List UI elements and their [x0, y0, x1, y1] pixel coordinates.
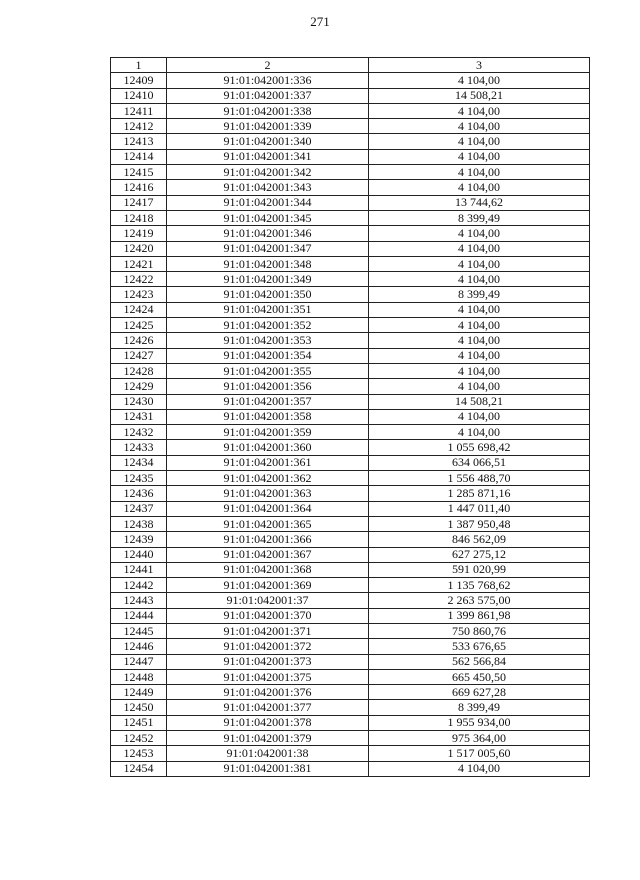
cadastral-number-cell: 91:01:042001:360 — [167, 440, 369, 455]
row-number-cell: 12450 — [111, 700, 167, 715]
value-cell: 627 275,12 — [369, 547, 590, 562]
row-number-cell: 12427 — [111, 348, 167, 363]
row-number-cell: 12421 — [111, 256, 167, 271]
table-row — [111, 516, 590, 531]
value-cell: 1 955 934,00 — [369, 715, 590, 730]
value-cell: 14 508,21 — [369, 88, 590, 103]
row-number-cell: 12412 — [111, 119, 167, 134]
table-row — [111, 425, 590, 440]
value-cell: 591 020,99 — [369, 562, 590, 577]
row-number-cell: 12454 — [111, 761, 167, 776]
row-number-cell: 12434 — [111, 455, 167, 470]
table-row — [111, 562, 590, 577]
value-cell: 1 556 488,70 — [369, 471, 590, 486]
cadastral-number-cell: 91:01:042001:373 — [167, 654, 369, 669]
value-cell: 13 744,62 — [369, 195, 590, 210]
table-row — [111, 302, 590, 317]
row-number-cell: 12443 — [111, 593, 167, 608]
cadastral-number-cell: 91:01:042001:346 — [167, 226, 369, 241]
table-row — [111, 256, 590, 271]
cadastral-number-cell: 91:01:042001:342 — [167, 165, 369, 180]
value-cell: 8 399,49 — [369, 210, 590, 225]
table-body — [111, 73, 590, 777]
value-cell: 4 104,00 — [369, 73, 590, 88]
table-row — [111, 501, 590, 516]
row-number-cell: 12425 — [111, 318, 167, 333]
table-row — [111, 654, 590, 669]
cadastral-number-cell: 91:01:042001:371 — [167, 623, 369, 638]
row-number-cell: 12420 — [111, 241, 167, 256]
row-number-cell: 12442 — [111, 578, 167, 593]
value-cell: 4 104,00 — [369, 348, 590, 363]
row-number-cell: 12429 — [111, 379, 167, 394]
table-row — [111, 409, 590, 424]
value-cell: 4 104,00 — [369, 226, 590, 241]
row-number-cell: 12439 — [111, 532, 167, 547]
table-row — [111, 394, 590, 409]
value-cell: 8 399,49 — [369, 700, 590, 715]
cadastral-number-cell: 91:01:042001:345 — [167, 210, 369, 225]
table-row — [111, 241, 590, 256]
table-row — [111, 119, 590, 134]
value-cell: 4 104,00 — [369, 302, 590, 317]
row-number-cell: 12447 — [111, 654, 167, 669]
row-number-cell: 12419 — [111, 226, 167, 241]
value-cell: 1 399 861,98 — [369, 608, 590, 623]
table-row — [111, 608, 590, 623]
row-number-cell: 12426 — [111, 333, 167, 348]
cadastral-number-cell: 91:01:042001:367 — [167, 547, 369, 562]
value-cell: 4 104,00 — [369, 379, 590, 394]
table-row — [111, 623, 590, 638]
row-number-cell: 12430 — [111, 394, 167, 409]
row-number-cell: 12435 — [111, 471, 167, 486]
row-number-cell: 12440 — [111, 547, 167, 562]
table-row — [111, 593, 590, 608]
value-cell: 4 104,00 — [369, 119, 590, 134]
table-row — [111, 287, 590, 302]
cadastral-number-cell: 91:01:042001:356 — [167, 379, 369, 394]
value-cell: 533 676,65 — [369, 639, 590, 654]
table-row — [111, 210, 590, 225]
table-row — [111, 486, 590, 501]
cadastral-value-table — [110, 57, 590, 777]
cadastral-number-cell: 91:01:042001:366 — [167, 532, 369, 547]
value-cell: 4 104,00 — [369, 409, 590, 424]
cadastral-number-cell: 91:01:042001:368 — [167, 562, 369, 577]
cadastral-number-cell: 91:01:042001:348 — [167, 256, 369, 271]
cadastral-number-cell: 91:01:042001:364 — [167, 501, 369, 516]
cadastral-number-cell: 91:01:042001:337 — [167, 88, 369, 103]
row-number-cell: 12446 — [111, 639, 167, 654]
value-cell: 634 066,51 — [369, 455, 590, 470]
value-cell: 4 104,00 — [369, 425, 590, 440]
cadastral-number-cell: 91:01:042001:341 — [167, 149, 369, 164]
table-row — [111, 318, 590, 333]
cadastral-number-cell: 91:01:042001:370 — [167, 608, 369, 623]
value-cell: 562 566,84 — [369, 654, 590, 669]
table-row — [111, 685, 590, 700]
value-cell: 665 450,50 — [369, 669, 590, 684]
row-number-cell: 12413 — [111, 134, 167, 149]
value-cell: 4 104,00 — [369, 241, 590, 256]
cadastral-number-cell: 91:01:042001:376 — [167, 685, 369, 700]
table-row — [111, 226, 590, 241]
table-row — [111, 715, 590, 730]
table-row — [111, 103, 590, 118]
value-cell: 4 104,00 — [369, 165, 590, 180]
cadastral-number-cell: 91:01:042001:372 — [167, 639, 369, 654]
value-cell: 2 263 575,00 — [369, 593, 590, 608]
value-cell: 4 104,00 — [369, 333, 590, 348]
row-number-cell: 12445 — [111, 623, 167, 638]
column-header-3: 3 — [369, 58, 590, 73]
table-row — [111, 731, 590, 746]
table-row — [111, 578, 590, 593]
column-header-2: 2 — [167, 58, 369, 73]
table-row — [111, 88, 590, 103]
value-cell: 4 104,00 — [369, 134, 590, 149]
row-number-cell: 12424 — [111, 302, 167, 317]
table-row — [111, 195, 590, 210]
row-number-cell: 12417 — [111, 195, 167, 210]
cadastral-number-cell: 91:01:042001:362 — [167, 471, 369, 486]
cadastral-number-cell: 91:01:042001:379 — [167, 731, 369, 746]
row-number-cell: 12428 — [111, 363, 167, 378]
row-number-cell: 12431 — [111, 409, 167, 424]
table-header-row — [111, 58, 590, 73]
cadastral-number-cell: 91:01:042001:349 — [167, 272, 369, 287]
value-cell: 4 104,00 — [369, 149, 590, 164]
cadastral-number-cell: 91:01:042001:381 — [167, 761, 369, 776]
cadastral-number-cell: 91:01:042001:354 — [167, 348, 369, 363]
table-row — [111, 532, 590, 547]
cadastral-number-cell: 91:01:042001:365 — [167, 516, 369, 531]
cadastral-number-cell: 91:01:042001:338 — [167, 103, 369, 118]
cadastral-number-cell: 91:01:042001:37 — [167, 593, 369, 608]
row-number-cell: 12438 — [111, 516, 167, 531]
cadastral-number-cell: 91:01:042001:375 — [167, 669, 369, 684]
row-number-cell: 12432 — [111, 425, 167, 440]
page-number: 271 — [310, 14, 330, 29]
cadastral-number-cell: 91:01:042001:352 — [167, 318, 369, 333]
cadastral-number-cell: 91:01:042001:351 — [167, 302, 369, 317]
value-cell: 4 104,00 — [369, 318, 590, 333]
value-cell: 4 104,00 — [369, 180, 590, 195]
table-row — [111, 700, 590, 715]
table-row — [111, 471, 590, 486]
cadastral-number-cell: 91:01:042001:350 — [167, 287, 369, 302]
row-number-cell: 12418 — [111, 210, 167, 225]
cadastral-number-cell: 91:01:042001:358 — [167, 409, 369, 424]
table-row — [111, 134, 590, 149]
row-number-cell: 12423 — [111, 287, 167, 302]
value-cell: 1 517 005,60 — [369, 746, 590, 761]
value-cell: 8 399,49 — [369, 287, 590, 302]
row-number-cell: 12448 — [111, 669, 167, 684]
row-number-cell: 12415 — [111, 165, 167, 180]
row-number-cell: 12433 — [111, 440, 167, 455]
row-number-cell: 12436 — [111, 486, 167, 501]
cadastral-number-cell: 91:01:042001:353 — [167, 333, 369, 348]
cadastral-number-cell: 91:01:042001:378 — [167, 715, 369, 730]
cadastral-number-cell: 91:01:042001:38 — [167, 746, 369, 761]
row-number-cell: 12414 — [111, 149, 167, 164]
table-row — [111, 669, 590, 684]
value-cell: 14 508,21 — [369, 394, 590, 409]
table-row — [111, 746, 590, 761]
table-row — [111, 379, 590, 394]
value-cell: 846 562,09 — [369, 532, 590, 547]
table-row — [111, 761, 590, 776]
table-row — [111, 440, 590, 455]
cadastral-number-cell: 91:01:042001:340 — [167, 134, 369, 149]
table-row — [111, 333, 590, 348]
row-number-cell: 12422 — [111, 272, 167, 287]
value-cell: 750 860,76 — [369, 623, 590, 638]
value-cell: 1 387 950,48 — [369, 516, 590, 531]
value-cell: 4 104,00 — [369, 272, 590, 287]
table-row — [111, 455, 590, 470]
cadastral-number-cell: 91:01:042001:359 — [167, 425, 369, 440]
value-cell: 669 627,28 — [369, 685, 590, 700]
cadastral-number-cell: 91:01:042001:344 — [167, 195, 369, 210]
table-row — [111, 73, 590, 88]
row-number-cell: 12416 — [111, 180, 167, 195]
table-row — [111, 149, 590, 164]
value-cell: 1 447 011,40 — [369, 501, 590, 516]
cadastral-number-cell: 91:01:042001:357 — [167, 394, 369, 409]
cadastral-number-cell: 91:01:042001:355 — [167, 363, 369, 378]
row-number-cell: 12437 — [111, 501, 167, 516]
row-number-cell: 12453 — [111, 746, 167, 761]
value-cell: 4 104,00 — [369, 363, 590, 378]
cadastral-number-cell: 91:01:042001:336 — [167, 73, 369, 88]
row-number-cell: 12449 — [111, 685, 167, 700]
row-number-cell: 12410 — [111, 88, 167, 103]
column-header-1: 1 — [111, 58, 167, 73]
value-cell: 4 104,00 — [369, 761, 590, 776]
cadastral-number-cell: 91:01:042001:343 — [167, 180, 369, 195]
value-cell: 1 285 871,16 — [369, 486, 590, 501]
row-number-cell: 12441 — [111, 562, 167, 577]
table-row — [111, 348, 590, 363]
table-row — [111, 180, 590, 195]
row-number-cell: 12452 — [111, 731, 167, 746]
value-cell: 975 364,00 — [369, 731, 590, 746]
cadastral-number-cell: 91:01:042001:377 — [167, 700, 369, 715]
table-row — [111, 639, 590, 654]
cadastral-number-cell: 91:01:042001:339 — [167, 119, 369, 134]
row-number-cell: 12444 — [111, 608, 167, 623]
table-row — [111, 363, 590, 378]
table-row — [111, 165, 590, 180]
value-cell: 1 055 698,42 — [369, 440, 590, 455]
table-row — [111, 272, 590, 287]
table-row — [111, 547, 590, 562]
value-cell: 4 104,00 — [369, 256, 590, 271]
cadastral-number-cell: 91:01:042001:347 — [167, 241, 369, 256]
row-number-cell: 12451 — [111, 715, 167, 730]
value-cell: 4 104,00 — [369, 103, 590, 118]
cadastral-number-cell: 91:01:042001:363 — [167, 486, 369, 501]
cadastral-number-cell: 91:01:042001:369 — [167, 578, 369, 593]
value-cell: 1 135 768,62 — [369, 578, 590, 593]
row-number-cell: 12409 — [111, 73, 167, 88]
row-number-cell: 12411 — [111, 103, 167, 118]
cadastral-number-cell: 91:01:042001:361 — [167, 455, 369, 470]
